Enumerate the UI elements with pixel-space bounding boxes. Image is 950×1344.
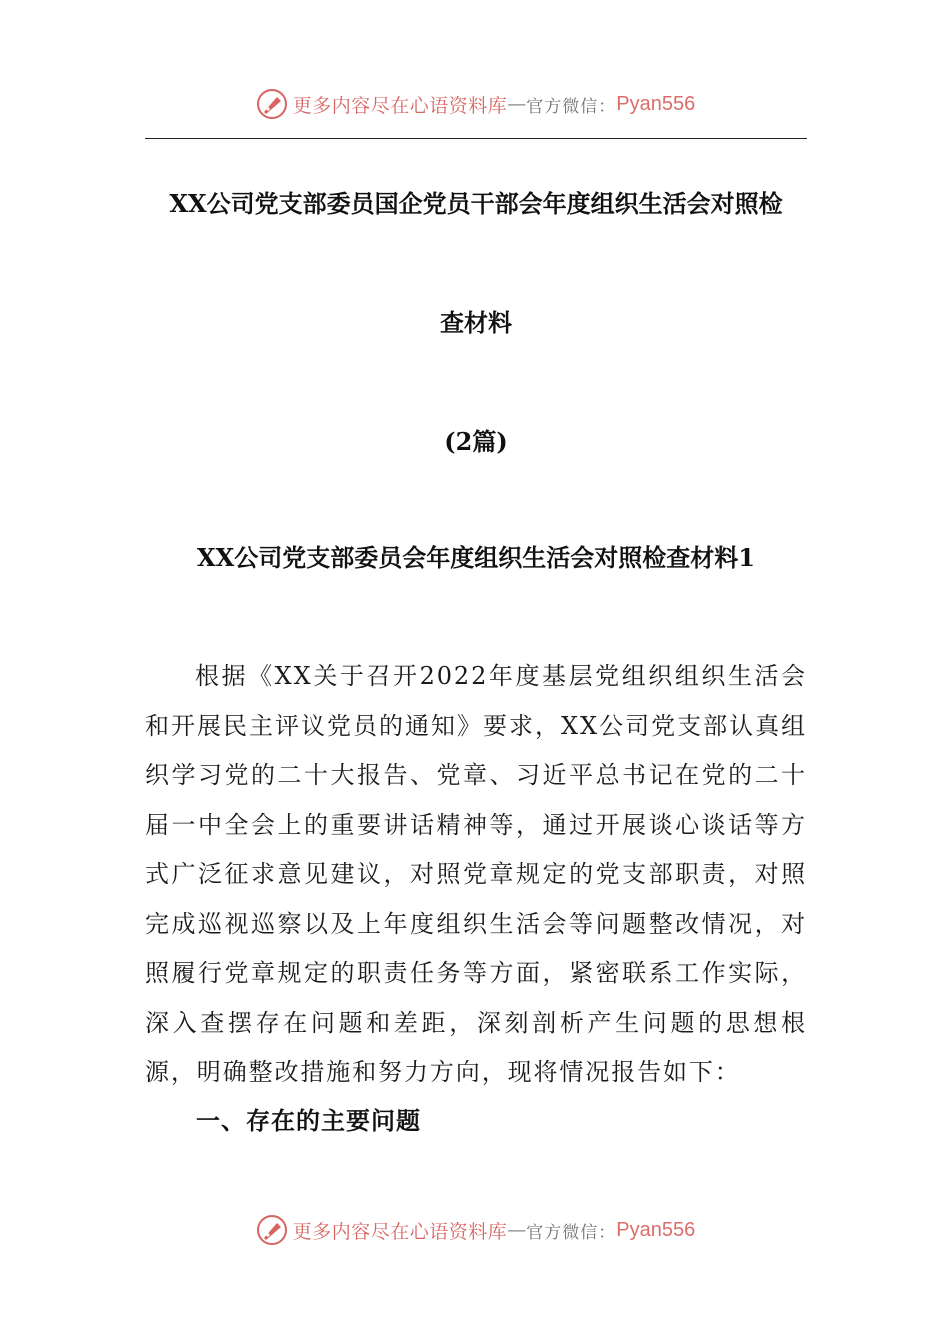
document-title-line2: 查材料 [440, 308, 512, 337]
watermark-wechat-id: Pyan556 [616, 92, 696, 115]
document-title-line1: XX公司党支部委员国企党员干部会年度组织生活会对照检 [169, 189, 783, 218]
footer-watermark [0, 1210, 950, 1250]
section-title: XX公司党支部委员会年度组织生活会对照检查材料1 [197, 543, 755, 572]
watermark-text: 更多内容尽在心语资料库 [292, 1220, 508, 1243]
watermark-wechat-label: 官方微信： [526, 1222, 617, 1243]
watermark-dash: — [507, 93, 527, 115]
document-subtitle: (2篇) [444, 427, 508, 456]
body-paragraph: 根据《XX关于召开2022年度基层党组织组织生活会和开展民主评议党员的通知》要求，XX公司党支部认真组织学习党的二十大报告、党章、习近平总书记在党的二十届一中全会上的重要讲话精神等，通过开展谈心谈话等方式广泛征求意见建议，对照党章规定的党支部职责，对照完成巡视巡察以及上年度组织生活会等问题整改情况，对照履行党章规定的职责任务等方面，紧密联系工作实际，深入查摆存在问题和差距，深刻剖析产生问题的思想根源，明确整改措施和努力方向，现将情况报告如下： [145, 662, 807, 1086]
header-watermark [0, 84, 950, 124]
heading-main-problems: 一、存在的主要问题 [196, 1106, 421, 1135]
pen-nib-circle-icon [255, 1213, 289, 1247]
pen-nib-circle-icon [255, 87, 289, 121]
watermark-dash: — [507, 1219, 527, 1241]
header-divider [145, 138, 807, 139]
watermark-wechat-id: Pyan556 [616, 1218, 696, 1241]
watermark-text: 更多内容尽在心语资料库 [292, 94, 508, 117]
watermark-wechat-label: 官方微信： [526, 96, 617, 117]
